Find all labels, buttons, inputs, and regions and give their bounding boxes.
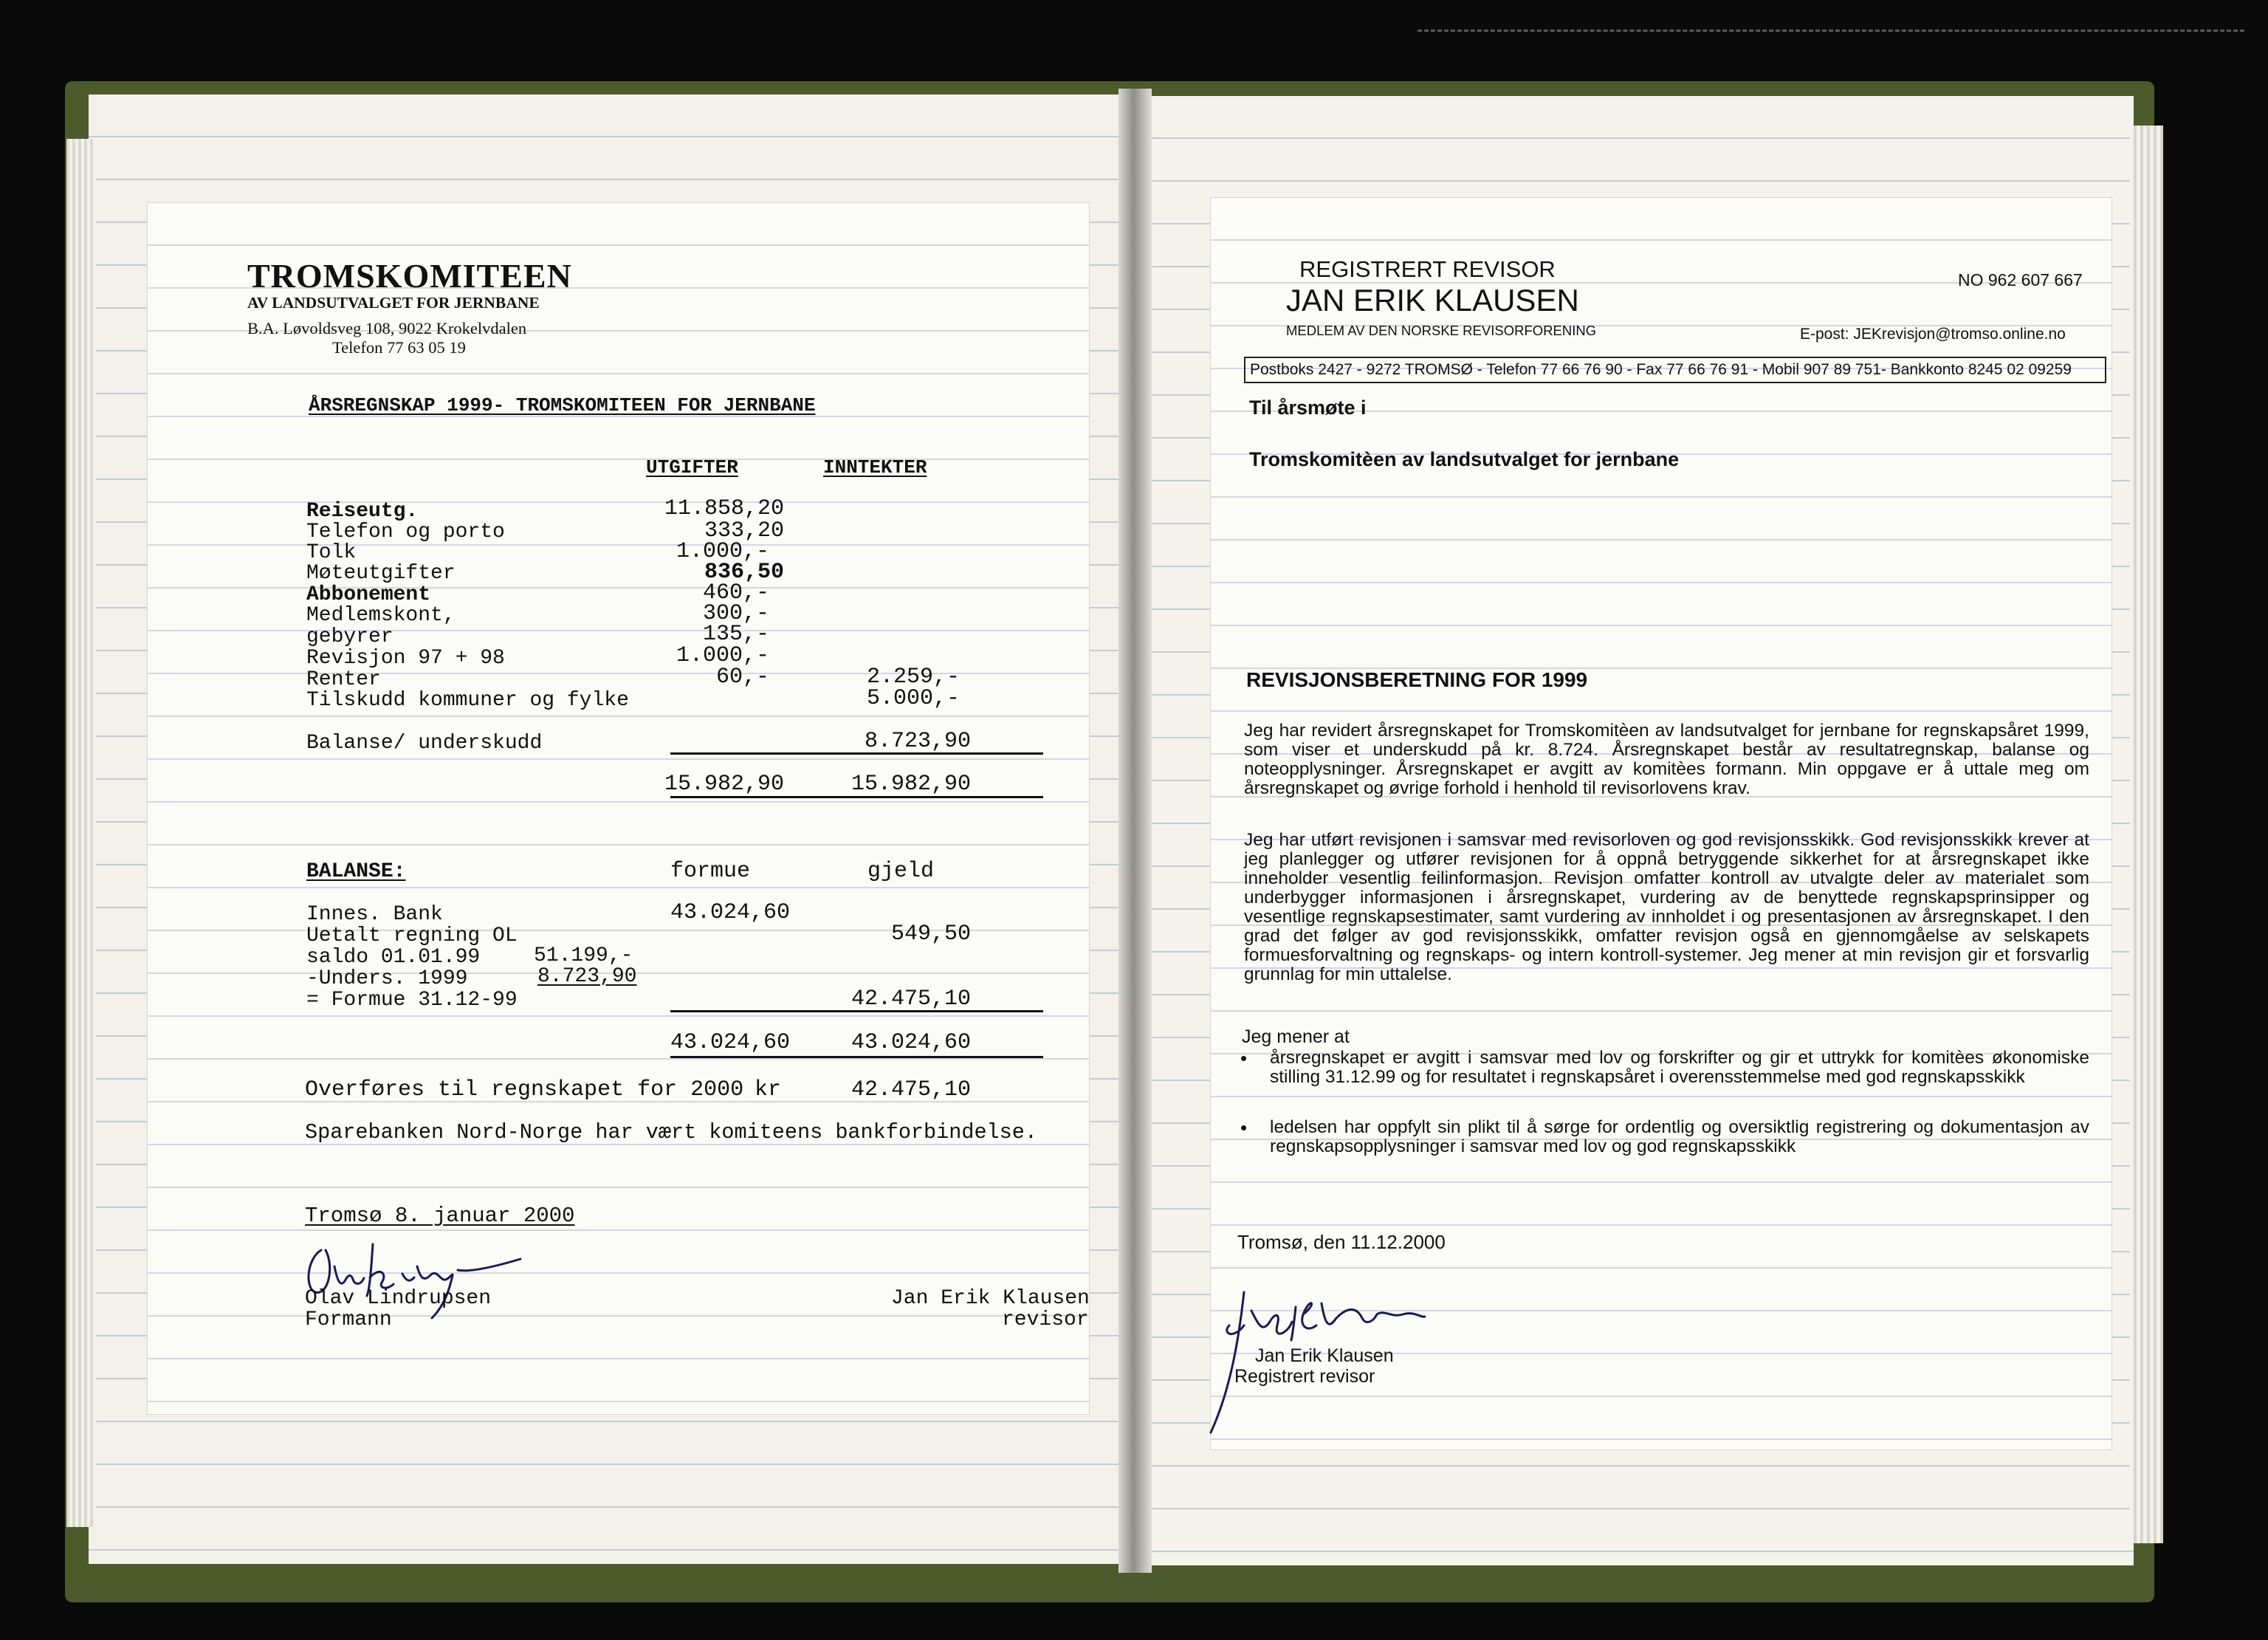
row-label: Tilskudd kommuner og fylke [306, 689, 629, 712]
balance-subtotal-rule [670, 1010, 1043, 1012]
row-label: Reiseutg. [306, 500, 419, 523]
row-label: gebyrer [306, 625, 394, 648]
org-phone: Telefon 77 63 05 19 [332, 338, 466, 357]
col-expenses-header: UTGIFTER [646, 456, 738, 478]
unders-label: -Unders. 1999 [306, 967, 468, 990]
equity-value: 42.475,10 [850, 987, 971, 1012]
left-date: Tromsø 8. januar 2000 [305, 1204, 575, 1228]
formann-name: Olav Lindrupsen [305, 1287, 492, 1310]
row-label: Medlemskont, [306, 604, 456, 627]
row-label: Tolk [306, 541, 357, 564]
transfer-currency: kr [755, 1077, 782, 1102]
unders-value: 8.723,90 [537, 965, 637, 988]
row-expense: 1.000,- [676, 643, 769, 668]
row-expense: 460,- [702, 580, 769, 605]
revisor-membership: MEDLEM AV DEN NORSKE REVISORFORENING [1286, 323, 1597, 338]
scan-border-dashes [1418, 30, 2244, 32]
subtotal-rule [670, 752, 1043, 755]
revisor-title: REGISTRERT REVISOR [1299, 256, 1556, 282]
row-expense: 11.858,20 [664, 496, 784, 521]
saldo-value: 51.199,- [534, 944, 633, 967]
revisor-email: E-post: JEKrevisjon@tromso.online.no [1800, 326, 2066, 343]
row-label: Revisjon 97 + 98 [306, 647, 505, 670]
row-income: 2.259,- [866, 665, 960, 690]
col-debt-header: gjeld [867, 859, 935, 884]
report-paragraph-1: Jeg har revidert årsregnskapet for Tromskomitèen av landsutvalget for jernbane for regnskapsåret 1999, som viser et underskudd på kr. 8.724. Årsregnskapet består av resultatregnskap, balanse og noteopplysninger. Årsregnskapet er avgitt av komitèes formann. Min oppgave er å uttale meg om årsregnskapet og øvrige forhold i henhold til revisorlovens krav. [1244, 721, 2089, 798]
row-expense: 836,50 [704, 560, 784, 585]
transfer-value: 42.475,10 [850, 1077, 971, 1102]
org-number: NO 962 607 667 [1958, 270, 2083, 289]
recipient-line2: Tromskomitèen av landsutvalget for jernbane [1249, 448, 1680, 470]
org-address: B.A. Løvoldsveg 108, 9022 Krokelvdalen [247, 319, 527, 337]
org-subtitle: AV LANDSUTVALGET FOR JERNBANE [247, 294, 540, 312]
contact-bar: Postboks 2427 - 9272 TROMSØ - Telefon 77 66 76 90 - Fax 77 66 76 91 - Mobil 907 89 751- Bankkonto 8245 02 09259 [1244, 357, 2106, 383]
row-expense: 300,- [702, 601, 769, 626]
recipient-line1: Til årsmøte i [1249, 397, 1367, 419]
revisor-role-left: revisor [1002, 1308, 1089, 1331]
signer-name: Jan Erik Klausen [1255, 1345, 1394, 1366]
book-spine [1118, 89, 1152, 1573]
bullet-dot: • [1240, 1116, 1248, 1139]
bullet-dot: • [1240, 1047, 1248, 1069]
deficit-value: 8.723,90 [864, 729, 971, 754]
row-label: Abbonement [306, 583, 431, 606]
total-rule [670, 796, 1043, 798]
col-income-header: INNTEKTER [823, 456, 927, 478]
row-expense: 60,- [715, 665, 769, 690]
equity-label: = Formue 31.12-99 [306, 989, 518, 1012]
balance-total-rule [670, 1056, 1043, 1058]
bank-label: Innes. Bank [306, 903, 443, 926]
balance-title: BALANSE: [306, 860, 406, 883]
total-expense: 15.982,90 [664, 772, 784, 797]
row-label: Renter [306, 668, 381, 691]
total-debt: 43.024,60 [850, 1030, 971, 1055]
row-label: Møteutgifter [306, 562, 456, 585]
report-paragraph-2: Jeg har utført revisjonen i samsvar med revisorloven og god revisjonsskikk. God revisjonsskikk krever at jeg planlegger og utfører revisjonen for å oppnå betryggende sikkerhet for at årsregnskapet ikke inneholder vesentlig feilinformasjon. Revisjon omfatter kontroll av utvalgte deler av materialet som underbygger informasjonen i årsregnskapet, vurdering av de benyttede regnskapsprinsipper og vesentlige regnskapsestimater, samt vurdering av innholdet i og presentasjonen av årsregnskapet. I den grad det følger av god revisjonsskikk, omfatter revisjon også en gjennomgåelse av selskapets formuesforvaltning og regnskaps- og intern kontroll-systemer. Jeg mener at min revisjon gir et forsvarlig grunnlag for min uttalelse. [1244, 830, 2089, 984]
deficit-label: Balanse/ underskudd [306, 732, 543, 755]
saldo-label: saldo 01.01.99 [306, 946, 481, 969]
formann-role: Formann [305, 1308, 392, 1331]
accounts-title: ÅRSREGNSKAP 1999- TROMSKOMITEEN FOR JERNBANE [309, 394, 816, 416]
unpaid-label: Uetalt regning OL [306, 924, 518, 947]
total-assets: 43.024,60 [670, 1030, 791, 1055]
audit-report-sheet [1211, 198, 2111, 1449]
total-income: 15.982,90 [850, 772, 971, 797]
opinion-bullet-2: ledelsen har oppfylt sin plikt til å sørge for ordentlig og oversiktlig registrering og dokumentasjon av regnskapsopplysninger i samsvar med lov og god regnskapsskikk [1270, 1117, 2089, 1156]
report-heading: REVISJONSBERETNING FOR 1999 [1246, 668, 1588, 691]
row-expense: 135,- [702, 622, 769, 647]
bank-value: 43.024,60 [670, 900, 791, 925]
opinion-bullet-1: årsregnskapet er avgitt i samsvar med lov og forskrifter og gir et uttrykk for komitèes økonomiske stilling 31.12.99 og for resultatet i regnskapsåret i overensstemmelse med god regnskapsskikk [1270, 1048, 2089, 1087]
bank-note: Sparebanken Nord-Norge har vært komiteens bankforbindelse. [305, 1120, 1037, 1145]
revisor-name-left: Jan Erik Klausen [891, 1287, 1090, 1310]
report-date: Tromsø, den 11.12.2000 [1237, 1231, 1446, 1253]
row-label: Telefon og porto [306, 521, 505, 543]
opinion-intro: Jeg mener at [1242, 1026, 1350, 1047]
col-assets-header: formue [670, 859, 751, 884]
row-expense: 1.000,- [676, 539, 769, 564]
org-name: TROMSKOMITEEN [247, 257, 572, 295]
transfer-label: Overføres til regnskapet for 2000 [305, 1077, 744, 1102]
revisor-name: JAN ERIK KLAUSEN [1286, 283, 1579, 318]
row-income: 5.000,- [866, 686, 960, 711]
accounts-sheet [148, 203, 1089, 1414]
unpaid-value: 549,50 [890, 922, 971, 947]
signer-title: Registrert revisor [1234, 1366, 1375, 1387]
row-expense: 333,20 [704, 518, 784, 543]
